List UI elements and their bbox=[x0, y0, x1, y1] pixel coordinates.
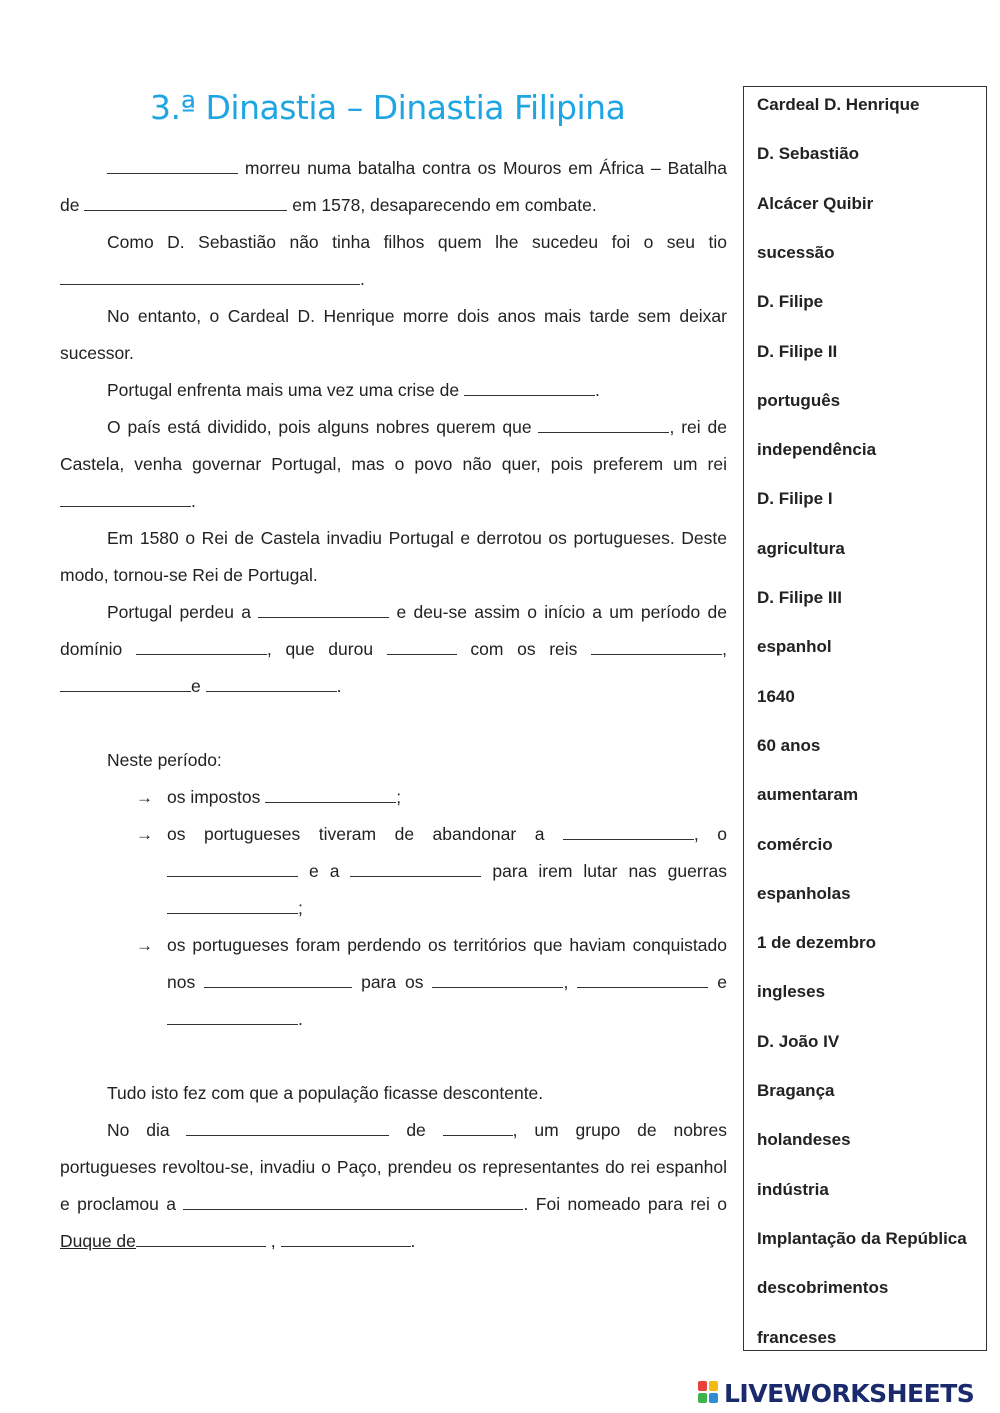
word-bank-item[interactable]: espanhol bbox=[757, 637, 832, 657]
blank-18[interactable] bbox=[204, 986, 352, 988]
paragraph-2: Como D. Sebastião não tinha filhos quem lhe sucedeu foi o seu tio . bbox=[60, 224, 727, 298]
blank-5[interactable] bbox=[538, 431, 669, 433]
blank-3[interactable] bbox=[60, 283, 360, 285]
blank-17[interactable] bbox=[167, 912, 298, 914]
word-bank-item[interactable]: holandeses bbox=[757, 1130, 851, 1150]
word-bank-item[interactable]: sucessão bbox=[757, 242, 835, 262]
word-bank bbox=[743, 86, 987, 1351]
paragraph-4: Portugal enfrenta mais uma vez uma crise de . bbox=[107, 380, 600, 400]
blank-11[interactable] bbox=[60, 690, 191, 692]
blank-12[interactable] bbox=[206, 690, 337, 692]
word-bank-item[interactable]: D. Filipe II bbox=[757, 341, 838, 361]
blank-14[interactable] bbox=[563, 838, 694, 840]
paragraph-3: No entanto, o Cardeal D. Henrique morre dois anos mais tarde sem deixar sucessor. bbox=[60, 306, 727, 363]
word-bank-item[interactable]: descobrimentos bbox=[757, 1278, 889, 1298]
blank-7[interactable] bbox=[258, 616, 389, 618]
word-bank-item[interactable]: D. Sebastião bbox=[757, 144, 860, 164]
word-bank-item[interactable]: espanholas bbox=[757, 883, 851, 903]
worksheet-text bbox=[60, 150, 727, 1260]
blank-20[interactable] bbox=[577, 986, 708, 988]
word-bank-item[interactable]: Bragança bbox=[757, 1081, 835, 1100]
blank-8[interactable] bbox=[136, 653, 267, 655]
paragraph-1: morreu numa batalha contra os Mouros em África – Batalha de em 1578, desaparecendo em combate. bbox=[60, 158, 727, 215]
blank-9[interactable] bbox=[387, 653, 457, 655]
arrow-right-icon: → bbox=[136, 936, 153, 955]
word-bank-item[interactable]: português bbox=[757, 390, 841, 410]
paragraph-5: O país está dividido, pois alguns nobres querem que , rei de Castela, venha governar Portugal, mas o povo não quer, pois preferem um rei . bbox=[60, 417, 727, 511]
blank-10[interactable] bbox=[591, 653, 722, 655]
paragraph-7: Portugal perdeu a e deu-se assim o início a um período de domínio , que durou com os reis , e . bbox=[60, 602, 727, 696]
word-bank-item[interactable]: comércio bbox=[757, 834, 833, 854]
logo-icon bbox=[698, 1381, 720, 1405]
brand-name: LIVEWORKSHEETS bbox=[724, 1378, 975, 1408]
word-bank-item[interactable]: 1640 bbox=[757, 686, 795, 706]
blank-6[interactable] bbox=[60, 505, 191, 507]
worksheet-title: 3.ª Dinastia – Dinastia Filipina bbox=[150, 88, 626, 127]
blank-25[interactable] bbox=[136, 1245, 266, 1247]
arrow-right-icon: → bbox=[136, 788, 153, 807]
word-bank-item[interactable]: agricultura bbox=[757, 538, 845, 558]
blank-4[interactable] bbox=[464, 394, 595, 396]
word-bank-item[interactable]: D. Filipe I bbox=[757, 489, 833, 509]
paragraph-9: No dia de , um grupo de nobres portugueses revoltou-se, invadiu o Paço, prendeu os representantes do rei espanhol e proclamou a . Foi nomeado para rei o Duque de , . bbox=[60, 1120, 727, 1251]
word-bank-item[interactable]: 60 anos bbox=[757, 735, 821, 755]
blank-22[interactable] bbox=[186, 1134, 389, 1136]
blank-23[interactable] bbox=[443, 1134, 513, 1136]
blank-26[interactable] bbox=[281, 1245, 411, 1247]
word-bank-item[interactable]: D. Filipe III bbox=[757, 588, 843, 607]
word-bank-item[interactable]: 1 de dezembro bbox=[757, 933, 877, 953]
consequences-list bbox=[60, 779, 727, 1038]
blank-15[interactable] bbox=[167, 875, 298, 877]
word-bank-item[interactable]: indústria bbox=[757, 1179, 829, 1199]
liveworksheets-logo bbox=[698, 1378, 974, 1408]
blank-1[interactable] bbox=[107, 172, 238, 174]
word-bank-item[interactable]: D. Filipe bbox=[757, 292, 824, 312]
word-bank-item[interactable]: D. João IV bbox=[757, 1031, 840, 1051]
blank-21[interactable] bbox=[167, 1023, 298, 1025]
word-bank-item[interactable]: independência bbox=[757, 440, 877, 460]
blank-16[interactable] bbox=[350, 875, 481, 877]
paragraph-8: Tudo isto fez com que a população ficasse descontente. bbox=[107, 1083, 544, 1103]
arrow-right-icon: → bbox=[136, 825, 153, 844]
paragraph-6: Em 1580 o Rei de Castela invadiu Portugal e derrotou os portugueses. Deste modo, tornou-se Rei de Portugal. bbox=[60, 528, 727, 585]
word-bank-item[interactable]: aumentaram bbox=[757, 785, 859, 805]
list-item: → os portugueses tiveram de abandonar a , o e a para irem lutar nas guerras ; bbox=[60, 816, 727, 927]
list-item: → os impostos ; bbox=[60, 779, 727, 816]
word-bank-item[interactable]: Alcácer Quibir bbox=[757, 193, 874, 213]
neste-periodo-heading: Neste período: bbox=[107, 750, 222, 770]
word-bank-item[interactable]: Implantação da República bbox=[757, 1228, 967, 1248]
word-bank-item[interactable]: Cardeal D. Henrique bbox=[757, 95, 920, 114]
list-item: → os portugueses foram perdendo os territórios que haviam conquistado nos para os , e . bbox=[60, 927, 727, 1038]
blank-13[interactable] bbox=[265, 801, 396, 803]
word-bank-item[interactable]: franceses bbox=[757, 1327, 837, 1347]
word-bank-item[interactable]: ingleses bbox=[757, 982, 826, 1002]
blank-19[interactable] bbox=[432, 986, 563, 988]
blank-24[interactable] bbox=[183, 1208, 523, 1210]
blank-2[interactable] bbox=[84, 209, 287, 211]
